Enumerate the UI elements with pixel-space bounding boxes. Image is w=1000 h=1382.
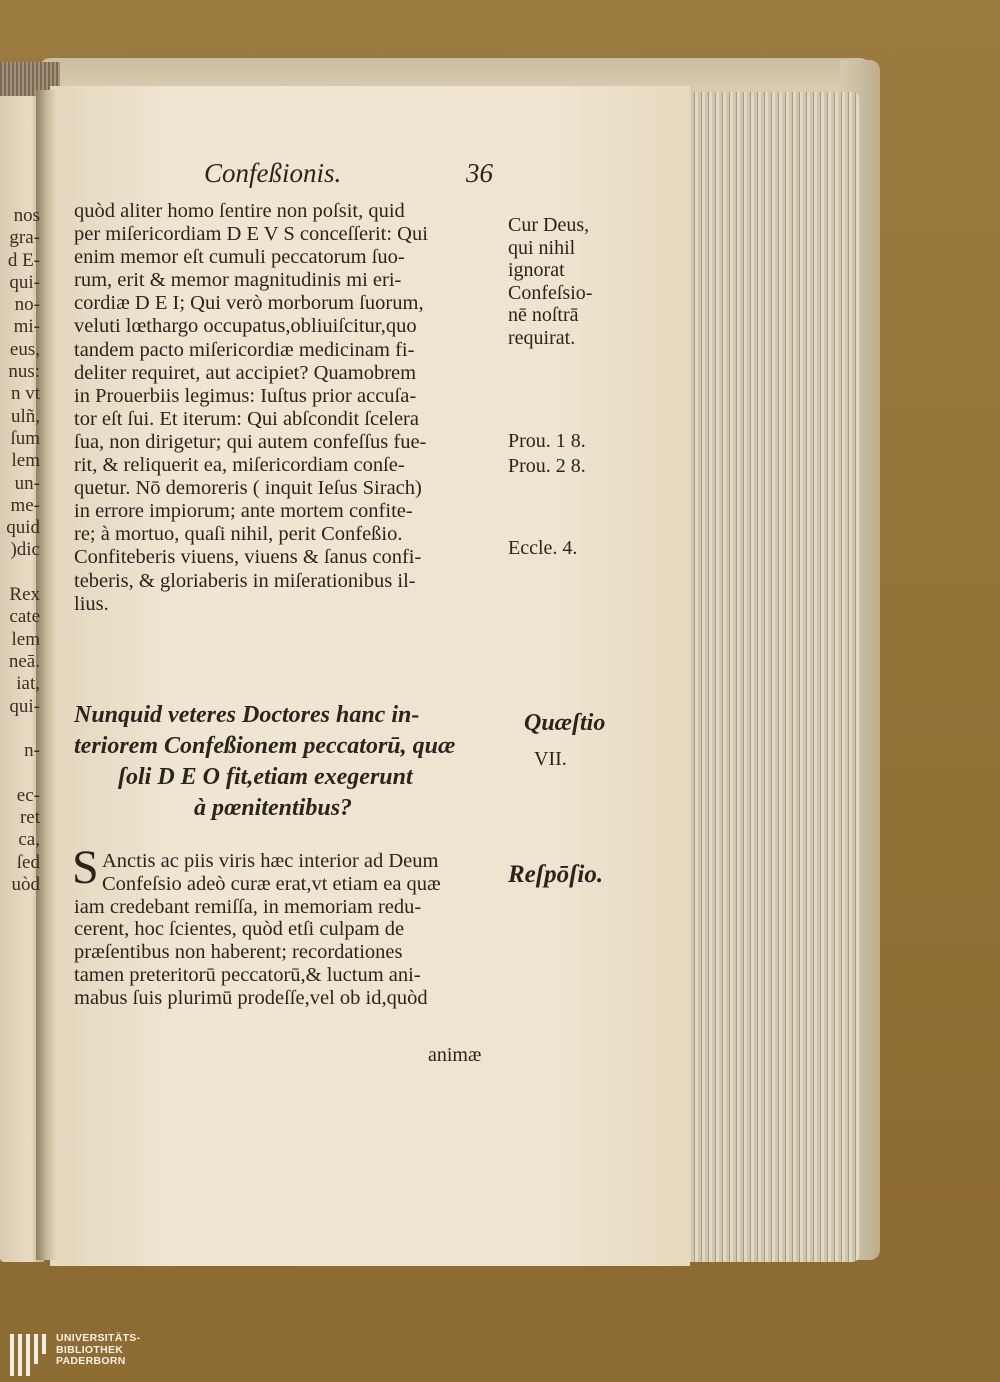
text-line: deliter requiret, aut accipiet? Quamobrem — [74, 361, 417, 384]
catchword: animæ — [428, 1044, 482, 1066]
left-fragment: ſum — [10, 427, 40, 449]
left-fragment: ſed — [16, 851, 40, 873]
left-fragment: d E- — [7, 249, 40, 271]
left-fragment: ca, — [18, 829, 40, 851]
margin-line: qui nihil — [508, 236, 576, 259]
left-fragment: gra- — [9, 227, 40, 249]
left-fragment: n vt — [10, 383, 40, 405]
left-fragment: ulñ, — [10, 405, 40, 427]
left-fragment: Rex — [9, 584, 40, 606]
text-line: enim memor eſt cumuli peccatorum ſuo- — [74, 246, 405, 269]
library-name — [56, 1333, 140, 1368]
margin-note-quaestio-number: VII. — [534, 748, 567, 770]
left-fragment — [0, 718, 40, 740]
margin-note-prov-28: Prou. 2 8. — [508, 455, 586, 477]
running-header: Confeßionis. — [204, 158, 342, 188]
left-fragment: neā. — [8, 650, 40, 672]
page-number: 36 — [466, 158, 493, 188]
left-fragment: no- — [14, 294, 40, 316]
left-fragment: ec- — [16, 784, 40, 806]
left-fragment: nus: — [8, 361, 40, 383]
left-fragment — [0, 762, 40, 784]
page-fore-edge — [684, 92, 860, 1262]
question-heading — [74, 700, 504, 824]
left-fragment: iat, — [16, 673, 40, 695]
left-fragment: qui- — [9, 271, 40, 293]
question-line: ſoli D E O fit,etiam exegerunt — [118, 764, 413, 790]
left-fragment: lem — [11, 450, 40, 472]
text-line: quetur. Nō demoreris ( inquit Ieſus Sirach) — [74, 477, 422, 500]
left-fragment: ret — [19, 807, 40, 829]
question-line: à pœnitentibus? — [194, 795, 353, 821]
text-line: Anctis ac piis viris hæc interior ad Deum — [102, 850, 439, 872]
text-line: tandem pacto miſericordiæ medicinam fi- — [74, 338, 415, 361]
text-line: cerent, hoc ſcientes, quòd etſi culpam de — [74, 918, 405, 941]
margin-line: ignorat — [508, 259, 565, 281]
text-line: præſentibus non haberent; recordationes — [74, 941, 403, 964]
question-line: Nunquid veteres Doctores hanc in- — [74, 702, 420, 728]
left-fragment: uòd — [11, 873, 40, 895]
library-name-line: PADERBORN — [56, 1355, 126, 1367]
left-fragment — [0, 562, 40, 584]
margin-line: requirat. — [508, 326, 576, 349]
left-fragment: cate — [9, 606, 40, 628]
text-line: tor eſt ſui. Et iterum: Qui abſcondit ſcelera — [74, 407, 419, 430]
text-line: per miſericordiam D E V S conceſſerit: Qui — [74, 223, 428, 246]
text-line: Confiteberis viuens, viuens & ſanus confi- — [74, 546, 422, 569]
left-fragment: me- — [10, 494, 40, 516]
margin-note-cur-deus — [508, 214, 628, 349]
left-fragment: qui- — [9, 695, 40, 717]
library-name-line: BIBLIOTHEK — [56, 1343, 124, 1356]
left-fragment: mi- — [13, 316, 40, 338]
left-fragment: lem — [11, 628, 40, 650]
library-name-line: UNIVERSITÄTS- — [56, 1332, 141, 1344]
text-line: rum, erit & memor magnitudinis mi eri- — [74, 269, 402, 292]
left-fragment: n- — [24, 740, 40, 762]
left-fragment: quid — [6, 517, 40, 539]
text-line: in errore impiorum; ante mortem confite- — [74, 500, 413, 523]
margin-note-quaestio: Quæſtio — [524, 710, 606, 736]
text-line: lius. — [74, 592, 109, 615]
margin-line: nē noſtrā — [508, 304, 579, 326]
text-line: tamen preteritorū peccatorū,& luctum ani- — [74, 963, 421, 986]
text-line: cordiæ D E I; Qui verò morborum ſuorum, — [74, 292, 424, 315]
margin-note-prov-18: Prou. 1 8. — [508, 430, 586, 452]
left-fragment: nos — [13, 205, 40, 226]
text-line: ſua, non dirigetur; qui autem confeſſus fue- — [74, 430, 427, 453]
left-fragment: eus, — [9, 338, 40, 360]
left-fragment: )dic — [10, 539, 40, 561]
left-fragment: un- — [14, 472, 40, 494]
question-line: teriorem Confeßionem peccatorū, quæ — [74, 733, 456, 759]
library-logo-icon — [10, 1334, 54, 1376]
margin-note-responsio: Reſpōſio. — [508, 861, 604, 888]
text-line: teberis, & gloriaberis in miſerationibus il- — [74, 569, 416, 592]
drop-cap: S — [72, 841, 99, 894]
text-line: re; à mortuo, quaſi nihil, perit Confeßio. — [74, 523, 403, 546]
footer-bar — [0, 1330, 1000, 1382]
text-line: veluti lœthargo occupatus,obliuiſcitur,quo — [74, 315, 417, 338]
text-line: mabus ſuis plurimū prodeſſe,vel ob id,quòd — [74, 986, 428, 1009]
text-line: in Prouerbiis legimus: Iuſtus prior accuſa- — [74, 384, 417, 407]
answer-paragraph — [74, 850, 500, 1010]
text-line: rit, & reliquerit ea, miſericordiam conſe- — [74, 454, 405, 477]
text-line: quòd aliter homo ſentire non poſsit, quid — [74, 200, 405, 222]
margin-line: Cur Deus, — [508, 214, 590, 236]
text-line: Confeſsio adeò curæ erat,vt etiam ea quæ — [102, 872, 441, 895]
text-line: iam credebant remiſſa, in memoriam redu- — [74, 895, 422, 918]
left-page-fragments — [0, 205, 40, 896]
body-paragraph — [74, 200, 500, 616]
margin-note-eccle: Eccle. 4. — [508, 537, 578, 559]
margin-line: Confeſsio- — [508, 281, 593, 304]
